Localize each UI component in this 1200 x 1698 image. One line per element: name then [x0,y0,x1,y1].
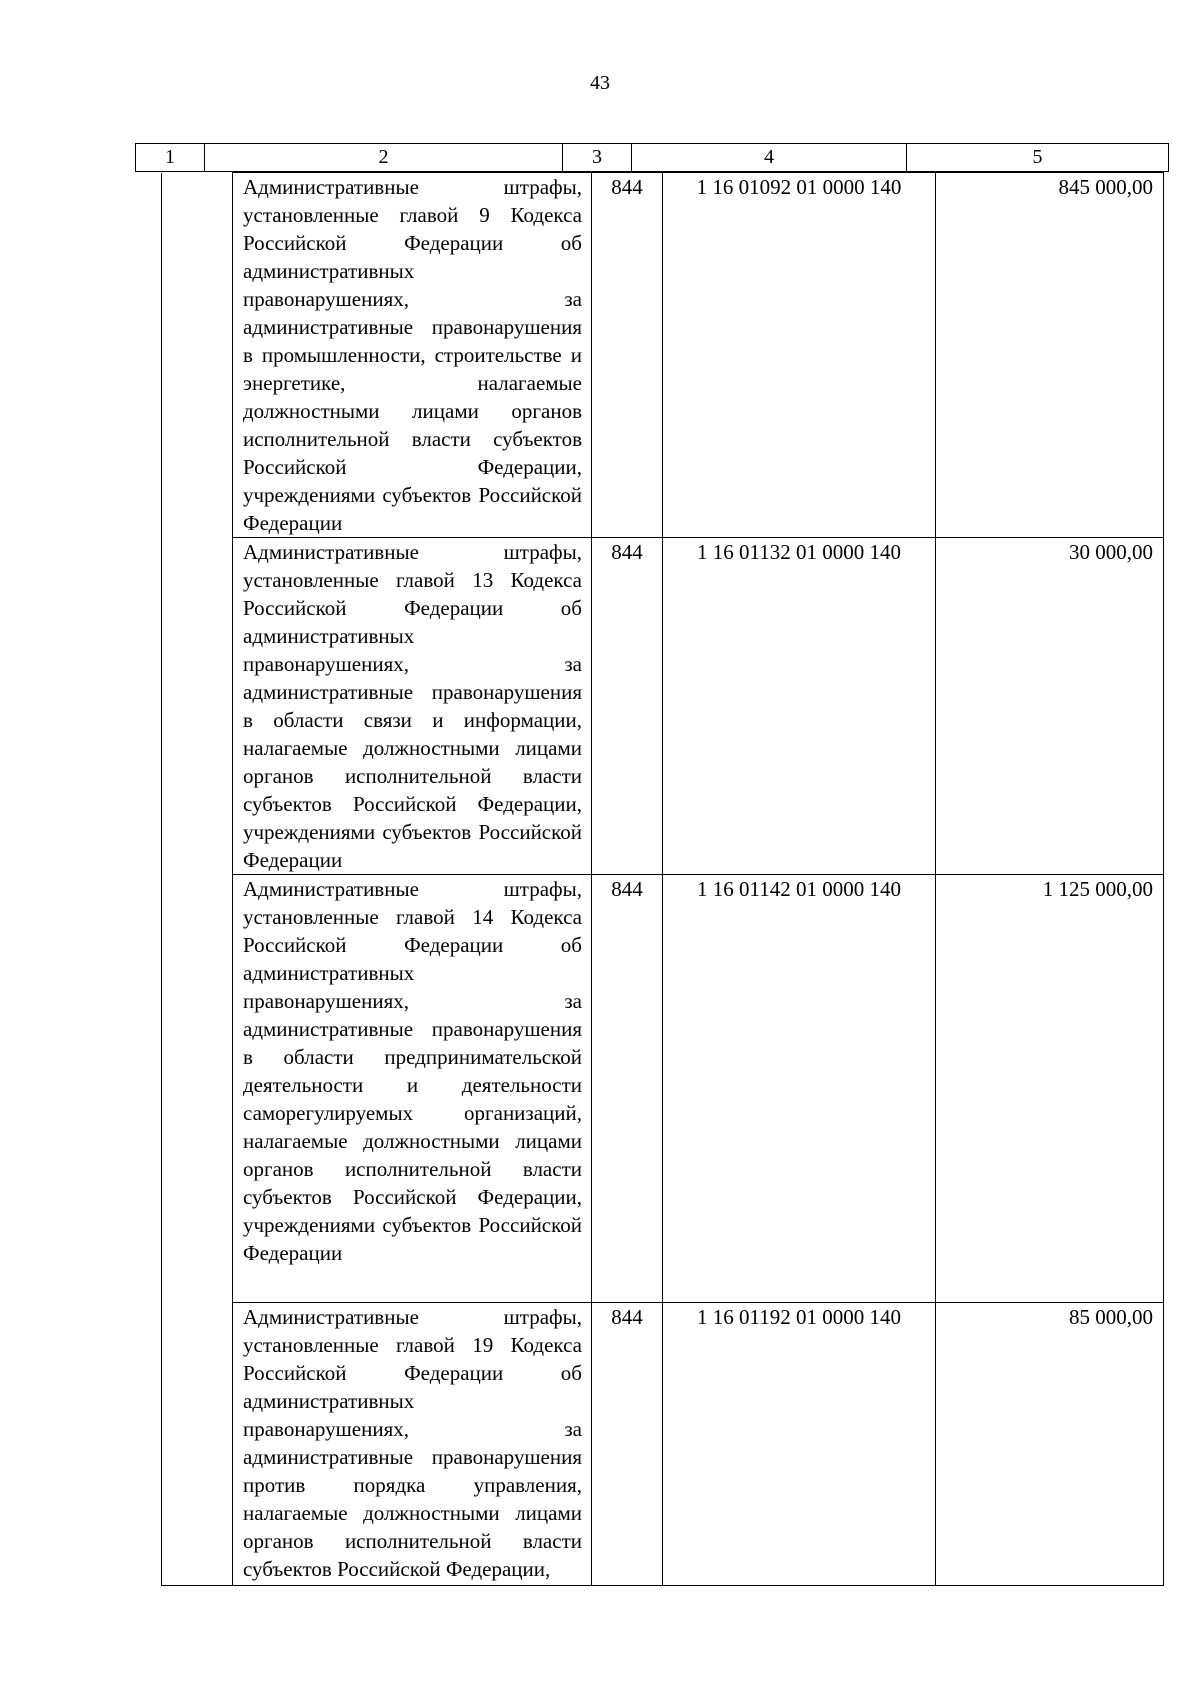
row-name-cell [233,1303,592,1586]
row-admin-code: 844 [592,1303,663,1586]
revenue-table [161,172,1164,1586]
row-admin-code: 844 [592,173,663,538]
header-col-3: 3 [563,144,632,172]
page-number: 43 [590,72,610,94]
row-budget-code: 1 16 01132 01 0000 140 [663,538,936,875]
header-row [136,144,1169,172]
row-name-cell [233,173,592,538]
row-admin-code: 844 [592,538,663,875]
empty-cell-col-1 [162,173,233,1586]
row-name: Административные штрафы, установленные главой 13 Кодекса Российской Федерации об административных правонарушениях, за административные правонарушения в области связи и информации, налагаемые должностными лицами органов исполнительной власти субъектов Российской Федерации, учреждениями субъектов Российской Федерации [243,540,582,872]
table-row [162,875,1164,1303]
row-name: Административные штрафы, установленные главой 14 Кодекса Российской Федерации об административных правонарушениях, за административные правонарушения в области предпринимательской деятельности и деятельности саморегулируемых организаций, налагаемые должностными лицами органов исполнительной власти субъектов Российской Федерации, учреждениями субъектов Российской Федерации [243,877,582,1265]
row-amount: 845 000,00 [936,173,1164,538]
row-name-cell [233,538,592,875]
row-name: Административные штрафы, установленные главой 19 Кодекса Российской Федерации об административных правонарушениях, за административные правонарушения против порядка управления, налагаемые должностными лицами органов исполнительной власти субъектов Российской Федерации, [243,1305,582,1581]
row-amount: 1 125 000,00 [936,875,1164,1303]
row-admin-code: 844 [592,875,663,1303]
row-budget-code: 1 16 01192 01 0000 140 [663,1303,936,1586]
header-col-5: 5 [907,144,1169,172]
header-col-4: 4 [632,144,907,172]
row-name: Административные штрафы, установленные главой 9 Кодекса Российской Федерации об административных правонарушениях, за административные правонарушения в промышленности, строительстве и энергетике, налагаемые должностными лицами органов исполнительной власти субъектов Российской Федерации, учреждениями субъектов Российской Федерации [243,175,582,535]
table-row [162,173,1164,538]
header-col-2: 2 [205,144,563,172]
table-row [162,1303,1164,1586]
row-budget-code: 1 16 01142 01 0000 140 [663,875,936,1303]
column-number-header [135,143,1169,172]
table-row [162,538,1164,875]
header-col-1: 1 [136,144,205,172]
row-amount: 30 000,00 [936,538,1164,875]
row-budget-code: 1 16 01092 01 0000 140 [663,173,936,538]
row-name-cell [233,875,592,1303]
row-amount: 85 000,00 [936,1303,1164,1586]
